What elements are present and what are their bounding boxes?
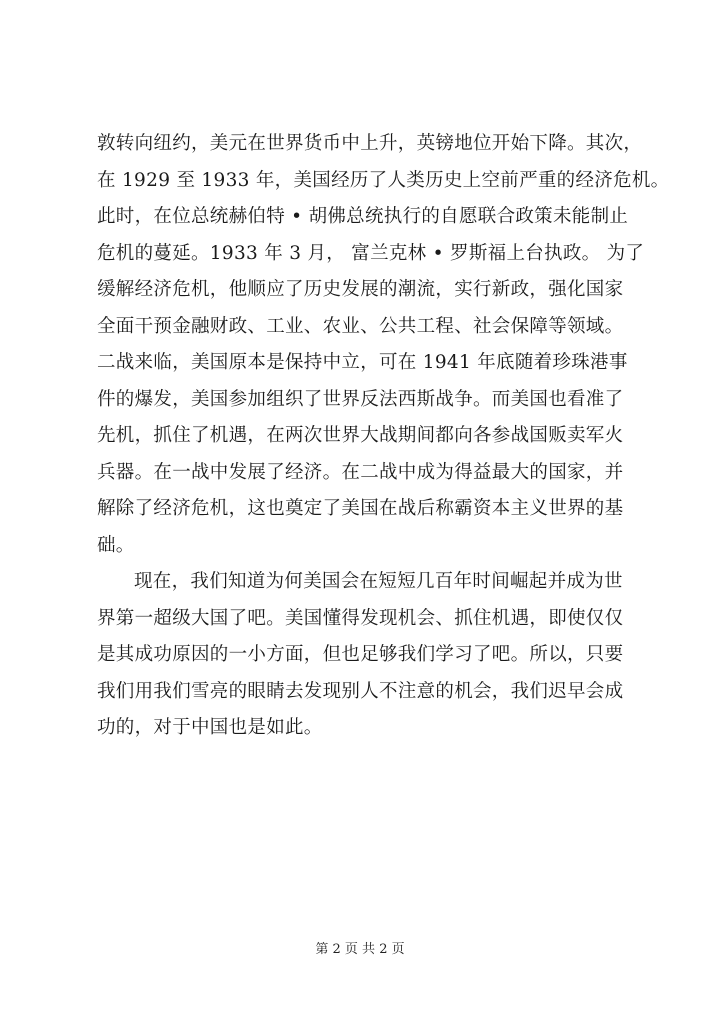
paragraph-line: 此时，在位总统赫伯特 • 胡佛总统执行的自愿联合政策未能制止	[97, 206, 629, 227]
paragraph-line: 缓解经济危机，他顺应了历史发展的潮流，实行新政，强化国家	[97, 279, 624, 300]
paragraph-line: 功的，对于中国也是如此。	[97, 717, 323, 738]
paragraph-line: 界第一超级大国了吧。美国懂得发现机会、抓住机遇，即使仅仅	[97, 607, 624, 629]
paragraph-line: 现在，我们知道为何美国会在短短几百年时间崛起并成为世	[134, 571, 623, 592]
paragraph-line: 我们用我们雪亮的眼睛去发现别人不注意的机会，我们迟早会成	[97, 680, 624, 702]
paragraph-line: 件的爆发，美国参加组织了世界反法西斯战争。而美国也看准了	[97, 388, 624, 410]
paragraph-line: 是其成功原因的一小方面，但也足够我们学习了吧。所以，只要	[97, 644, 624, 665]
paragraph-line: 先机，抓住了机遇，在两次世界大战期间都向各参战国贩卖军火	[97, 425, 624, 446]
paragraph-line: 敦转向纽约，美元在世界货币中上升，英镑地位开始下降。其次，	[97, 133, 643, 154]
page-number-label: 第 2 页 共 2 页	[315, 942, 405, 957]
paragraph-line: 础。	[97, 534, 135, 556]
paragraph-line: 危机的蔓延。1933 年 3 月， 富兰克林 • 罗斯福上台执政。 为了	[97, 242, 645, 264]
paragraph-line: 解除了经济危机，这也奠定了美国在战后称霸资本主义世界的基	[97, 498, 624, 519]
paragraph-2	[97, 564, 657, 747]
page-footer	[0, 938, 720, 957]
paragraph-line: 全面干预金融财政、工业、农业、公共工程、社会保障等领域。	[97, 315, 624, 337]
paragraph-1	[97, 126, 670, 564]
body-text	[97, 126, 670, 747]
paragraph-line: 二战来临，美国原本是保持中立，可在 1941 年底随着珍珠港事	[97, 352, 628, 373]
paragraph-line: 兵器。在一战中发展了经济。在二战中成为得益最大的国家，并	[97, 461, 624, 483]
paragraph-line: 在 1929 至 1933 年，美国经历了人类历史上空前严重的经济危机。	[97, 169, 670, 191]
